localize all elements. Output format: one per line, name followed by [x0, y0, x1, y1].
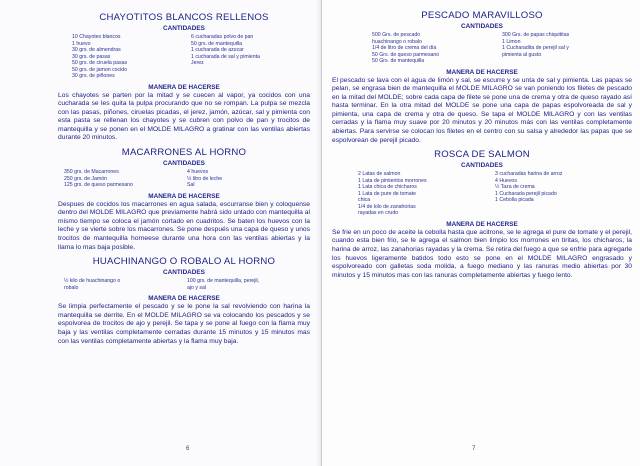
ingredient: 1 cucharada de sal y pimienta — [191, 53, 260, 60]
ingredient: 50 Grs. de mantequilla — [372, 58, 425, 64]
recipe-huachinango — [58, 256, 310, 346]
ingredient: 250 grs. de Jamón — [64, 175, 107, 182]
ingredient: pimienta al gusto — [502, 51, 542, 58]
recipe-title: HUACHINANGO O ROBALO AL HORNO — [92, 256, 276, 268]
recipe-title: CHAYOTITOS BLANCOS RELLENOS — [99, 12, 269, 23]
recipe-title: ROSCA DE SALMON — [434, 149, 530, 161]
ingredients-heading: CANTIDADES — [163, 160, 205, 168]
ingredient: 50 grs. de jamon cocido — [72, 66, 128, 73]
method-text: El pescado se lava con el agua de limón y sal, se escurre y se unta de sal y pimienta. Las papas se pelan, se engrasa bien de mantequilla el MOLDE MILAGRO se van poniendo los filetes de pescado en la mitad del MOLDE; sobre cada capa de filete se pone una de crema y otra de queso rayado así hasta terminar. En la otra mitad del MOLDE se pone una capa de papas espolvoreada de sal y pimienta, una capa de crema y otra de queso. Se tapa el MOLDE MILAGRO y con las ventilas cerradas y la flama muy suave por 20 minutos y 20 minutos más con las ventilas completamente abiertas. Para servirse se colocan los filetes en el centro con su salsa y alrededor las papas que se espolvorean de perejil picado. — [332, 76, 632, 144]
ingredient: 1 Cebolla picada — [495, 197, 534, 204]
method-heading: MANERA DE HACERSE — [148, 295, 220, 303]
ingredient: ½ kilo de huachinango o — [64, 278, 121, 285]
ingredient: 30 grs. de piñones — [72, 73, 115, 79]
ingredient: 50 grs. de mantequilla — [191, 40, 243, 47]
ingredient: 1 Lata de pimientos morrones — [358, 177, 427, 184]
ingredients-list — [58, 278, 310, 291]
ingredient: 4 Huevos — [495, 177, 517, 184]
ingredient: 1 cucharada de azucar — [191, 47, 244, 53]
page-number: 6 — [186, 446, 190, 452]
ingredient: 1/4 de litro de crema del día — [372, 45, 437, 51]
ingredient: robalo — [64, 284, 79, 291]
ingredient: 1 Lata chica de chicharos — [358, 184, 417, 191]
ingredient: 2 Latas de salmon — [358, 171, 401, 178]
ingredient: ½ Taza de crema — [495, 184, 535, 191]
method-heading: MANERA DE HACERSE — [446, 220, 518, 228]
method-text: Los chayotes se parten por la mitad y se cuecen al vapor, ya cocidos con una cucharada se les quita la pulpa procurando que no se rompan. La pulpa se mezcla con las pasas, piñones, ciruelas picadas, el jerez, jamón, azúcar, sal y pimienta con esta pasta se rellenan los chayotes y se cubren con polvo de pan y trocitos de mantequilla y se ponen en el MOLDE MILAGRO a gratinar con las ventilas abiertas durante 20 minutos. — [58, 91, 310, 142]
ingredients-heading: CANTIDADES — [461, 162, 503, 170]
ingredient: 50 Grs. de queso parmesano — [372, 51, 440, 58]
recipe-pescado-maravilloso — [332, 10, 632, 145]
ingredients-list — [58, 169, 310, 189]
ingredient: 4 huevos — [187, 169, 209, 176]
ingredient: 350 grs. de Macarrones — [64, 169, 119, 176]
ingredient: ajo y sal — [187, 284, 207, 291]
method-heading: MANERA DE HACERSE — [148, 83, 220, 91]
ingredients-list — [332, 32, 632, 65]
recipe-chayotitos — [58, 12, 310, 143]
ingredient: 1 Cucharada perejil picado — [495, 190, 557, 197]
ingredient: ½ litro de leche — [187, 175, 223, 182]
ingredients-heading: CANTIDADES — [163, 269, 205, 277]
ingredient: 30 grs. de almendras — [72, 47, 121, 53]
page-number: 7 — [472, 446, 476, 452]
recipe-title: PESCADO MARAVILLOSO — [421, 10, 543, 21]
method-text: Se frie en un poco de aceite la cebolla hasta que acitrone, se le agrega el pure de tomate y el perejil, cuando esta bien frio, se le agrega el salmon bien limpio los morrones en tiritas, los chicharos, la harina de arroz, las zanahorias rayadas y la crema. Se retira del fuego a que se enfrie para agregarle los huevos ligeramente batidos todo esto se pone en el MOLDE MILAGRO engrasado y espolvoreado con galletas soda molida, a fuego mediano y las ranuras medio abiertas por 30 minutos y 15 minutos mas con las ranuras completamente abiertas y fuego lento. — [332, 228, 632, 279]
recipe-title: MACARRONES AL HORNO — [121, 147, 247, 159]
ingredient: 100 grs. de mantequilla, perejil, — [187, 278, 260, 285]
method-text: Se limpia perfectamente el pescado y se le pone la sal revolviendo con harina la mantequilla se derrite. En el MOLDE MILAGRO se va colocando los pescados y se espolvorea de trocitos de ajo y perejil. Se tapa y se pone al fuego con la flama muy baja y las ventilas completamente cerradas durante 15 minutos y 15 minutos mas con las ventilas completamente abiertas y la flama muy baja. — [58, 303, 310, 345]
ingredients-heading: CANTIDADES — [461, 23, 503, 30]
ingredient: 125 grs. de queso parmesano — [64, 182, 133, 189]
ingredients-list — [332, 171, 632, 217]
ingredient: chica — [358, 197, 371, 204]
method-heading: MANERA DE HACERSE — [148, 192, 220, 200]
recipe-rosca-de-salmon — [332, 149, 632, 280]
ingredient: 1 Lata de pure de tomate — [358, 190, 416, 197]
method-heading: MANERA DE HACERSE — [446, 68, 518, 76]
ingredient: 3 cucharadas harina de arroz — [495, 171, 563, 178]
ingredient: 1 Limon — [502, 38, 521, 45]
ingredient: 1 Cucharadita de perejil sal y — [502, 45, 569, 51]
ingredient: 1 huevo — [72, 40, 91, 47]
ingredients-list — [58, 34, 310, 80]
ingredient: 500 Grs. de pescado — [372, 32, 421, 38]
ingredient: rayadas en crudo — [358, 210, 399, 217]
ingredient: 10 Chayotes blancos — [72, 34, 121, 40]
ingredient: 50 grs. de ciruela pasas — [72, 60, 128, 66]
ingredient: 30 grs. de pasas — [72, 53, 111, 60]
ingredient: huachinango o robalo — [372, 38, 422, 45]
method-text: Despues de cocidos los macarrones en agua salada, escurranse bien y coloquense dentro del MOLDE MILAGRO que previamente habrá sido untado con mantequilla al mismo tiempo se coloca el jamón cortado en cuadritos. Se baten los huevos con la leche y se vierte sobre los macarrones. Se pone después una capa de queso y unos trocitos de mantequilla horneese durante una hora con las ventilas abiertas y la llama lo mas baja posible. — [58, 200, 310, 251]
ingredient: 300 Grs. de papas chiquititas — [502, 32, 570, 38]
ingredient: 1/4 de kilo de zanahorias — [358, 203, 416, 210]
right-page — [322, 0, 640, 466]
ingredient: 6 cucharadas polvo de pan — [191, 34, 254, 40]
recipe-macarrones — [58, 147, 310, 252]
ingredient: Jerez — [191, 60, 204, 66]
ingredients-heading: CANTIDADES — [163, 25, 205, 32]
ingredient: Sal — [187, 182, 195, 189]
